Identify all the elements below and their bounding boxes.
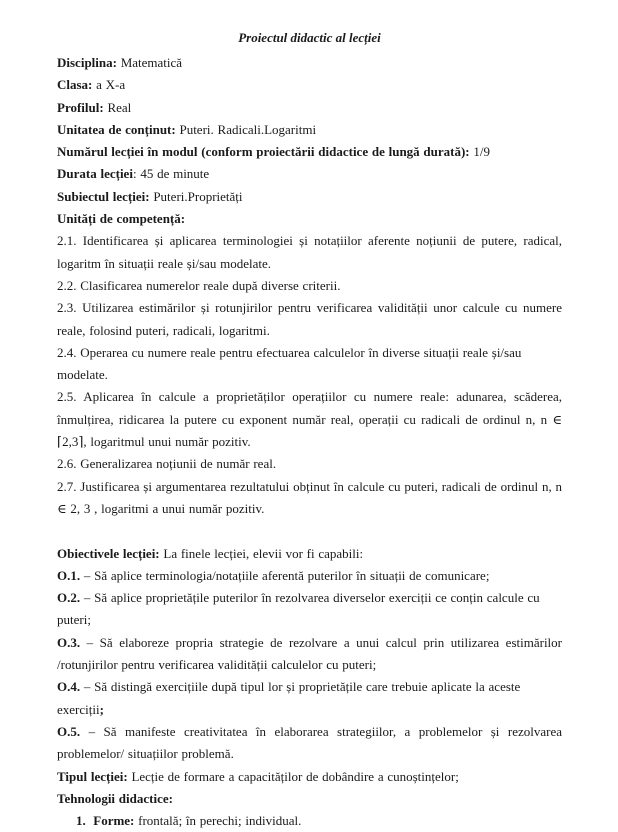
label-bold: O.2. — [57, 590, 81, 606]
paragraph — [57, 275, 562, 297]
paragraph — [57, 788, 562, 810]
text-run: Puteri. Radicali.Logaritmi — [175, 121, 317, 137]
paragraph — [57, 476, 562, 521]
paragraph — [57, 208, 562, 230]
paragraph — [57, 52, 562, 74]
text-run: : 45 de minute — [132, 166, 210, 182]
paragraph — [57, 141, 562, 163]
text-run: – Să elaboreze propria strategie de rezolvare a unui calcul prin utilizarea estimărilor /rotunjirilor pentru verificarea validității calculelor cu puteri; — [57, 634, 562, 673]
paragraph — [57, 230, 562, 275]
paragraph — [57, 565, 562, 587]
label-bold: Profilul: — [57, 99, 104, 115]
paragraph — [57, 119, 562, 141]
text-run: 1/9 — [469, 144, 491, 160]
paragraph — [57, 543, 562, 565]
text-run: Lecție de formare a capacităților de dobândire a cunoștințelor; — [127, 768, 459, 784]
paragraph — [57, 676, 562, 721]
text-run: 2.2. Clasificarea numerelor reale după diverse criterii. — [57, 277, 341, 293]
text-run: – Să aplice proprietățile puterilor în rezolvarea diverselor exerciții ce conțin calcule cu puteri; — [57, 590, 540, 628]
label-bold: O.3. — [57, 634, 81, 650]
text-run: 2.5. Aplicarea în calcule a proprietăților operațiilor cu numere reale: adunarea, scăderea, înmulțirea, ridicarea la putere cu exponent număr real, operații cu radicali de ordinul n, n ∈ ⌈2,3⌉, logaritmul unui număr pozitiv. — [57, 389, 562, 450]
paragraph — [57, 297, 562, 342]
label-bold: Unități de competență: — [57, 211, 186, 227]
label-bold: 1. — [76, 813, 86, 829]
paragraph — [57, 766, 562, 788]
label-bold: Subiectul lecției: — [57, 188, 150, 204]
label-bold: Clasa: — [57, 77, 93, 93]
text-run: frontală; în perechi; individual. — [134, 813, 302, 829]
text-run: La finele lecției, elevii vor fi capabili: — [159, 545, 364, 561]
label-bold: O.1. — [57, 567, 81, 583]
paragraph — [57, 810, 562, 832]
paragraph — [57, 163, 562, 185]
text-run: – Să manifeste creativitatea în elaborarea strategiilor, a problemelor și rezolvarea problemelor/ situațiilor problemă. — [57, 723, 562, 762]
label-bold: Obiectivele lecției: — [57, 545, 160, 561]
text-run: 2.7. Justificarea și argumentarea rezultatului obținut în calcule cu puteri, radicali de ordinul n, n ∈ 2, 3 , logaritmi a unui număr pozitiv. — [57, 478, 562, 516]
blank-line — [57, 520, 562, 542]
label-bold: Disciplina: — [57, 55, 117, 70]
paragraph — [57, 632, 562, 677]
paragraph — [57, 721, 562, 766]
label-bold: Tehnologii didactice: — [57, 790, 173, 806]
text-run: 2.1. Identificarea și aplicarea terminologiei și notațiilor aferente noțiunii de putere, radical, logaritm în situații reale și/sau modelate. — [57, 233, 562, 271]
text-run: – Să aplice terminologia/notațiile aferentă puterilor în situații de comunicare; — [80, 567, 490, 583]
text-run: Puteri.Proprietăți — [149, 188, 243, 204]
paragraph — [57, 97, 562, 119]
text-run: 2.6. Generalizarea noțiunii de număr real. — [57, 456, 277, 472]
paragraph — [57, 186, 562, 208]
text-run: Matematică — [116, 55, 183, 70]
paragraph — [57, 342, 562, 387]
label-bold: Tipul lecției: — [57, 768, 128, 784]
paragraphs — [57, 52, 562, 832]
document-title: Proiectul didactic al lecției — [238, 30, 381, 45]
text-run: a X-a — [92, 77, 126, 93]
paragraph — [57, 453, 562, 475]
paragraph — [57, 74, 562, 96]
paragraph — [57, 386, 562, 453]
label-bold: Forme: — [93, 813, 135, 829]
text-run: – Să distingă exercițiile după tipul lor și proprietățile care trebuie aplicate la aceste exerciții — [57, 679, 521, 717]
text-run: 2.4. Operarea cu numere reale pentru efectuarea calculelor în diverse situații reale și/sau modelate. — [57, 344, 522, 383]
label-bold: O.4. — [57, 679, 81, 695]
label-bold: O.5. — [57, 723, 81, 739]
label-bold: Unitatea de conținut: — [57, 121, 176, 137]
label-bold: Durata lecției — [57, 166, 133, 182]
label-bold: ; — [99, 701, 104, 717]
label-bold: Numărul lecției în modul (conform proiectării didactice de lungă durată): — [57, 144, 470, 160]
text-run: Real — [103, 99, 132, 115]
paragraph — [57, 587, 562, 632]
text-run: 2.3. Utilizarea estimărilor și rotunjirilor pentru verificarea validității unor calcule cu numere reale, folosind puteri, radicali, logaritmi. — [57, 300, 562, 338]
